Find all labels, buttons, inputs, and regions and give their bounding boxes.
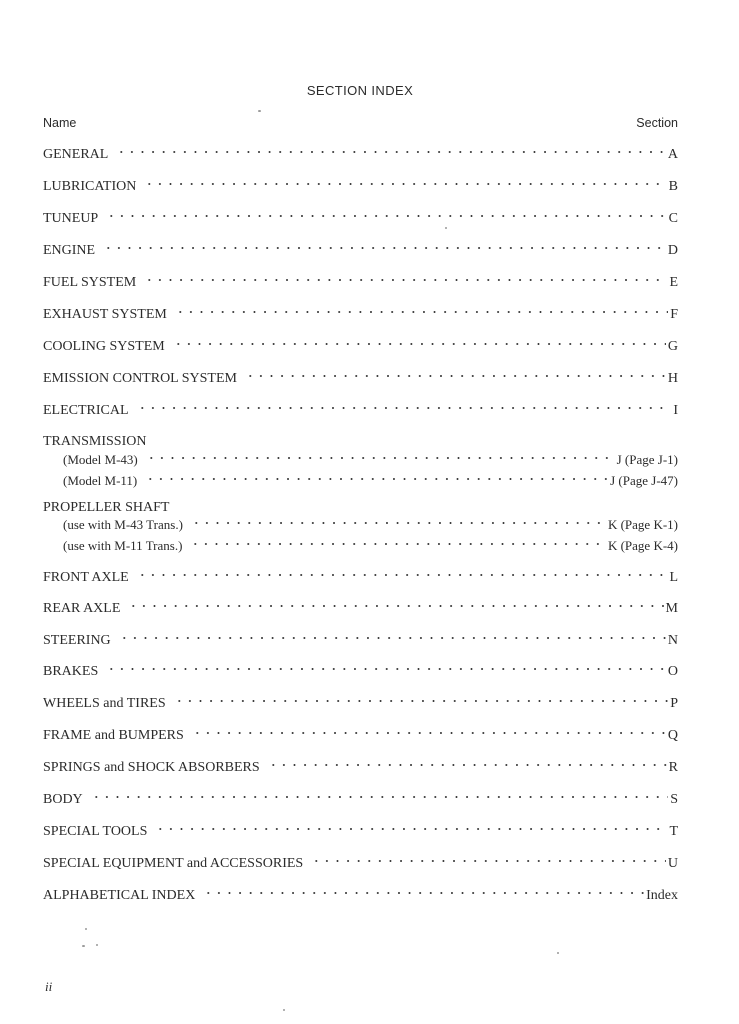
transmission-heading: TRANSMISSION <box>43 434 147 449</box>
dot-leader <box>175 311 668 315</box>
entry-section: B <box>668 179 678 194</box>
entry-section: G <box>667 339 678 354</box>
entry-section: U <box>667 856 678 871</box>
dot-leader <box>128 605 663 609</box>
entry-section: O <box>667 664 678 679</box>
entry-label: (Model M-43) <box>63 452 138 467</box>
entry-label: TUNEUP <box>43 211 99 226</box>
index-entry-general[interactable] <box>43 147 678 165</box>
index-entry-special-equipment[interactable] <box>43 856 678 874</box>
index-entry-propeller-m11[interactable] <box>63 538 678 556</box>
index-entry-lubrication[interactable] <box>43 179 678 197</box>
scan-speck <box>283 1009 285 1011</box>
dot-leader <box>103 247 666 251</box>
index-entry-electrical[interactable] <box>43 403 678 421</box>
entry-label: STEERING <box>43 633 111 648</box>
entry-section: R <box>668 760 678 775</box>
index-entry-special-tools[interactable] <box>43 824 678 842</box>
entry-label: SPECIAL TOOLS <box>43 824 148 839</box>
dot-leader <box>268 764 667 768</box>
scan-speck <box>258 110 261 112</box>
index-entry-transmission-m11[interactable] <box>63 473 678 491</box>
index-entry-steering[interactable] <box>43 633 678 651</box>
entry-section: C <box>668 211 678 226</box>
scan-speck <box>85 928 87 930</box>
entry-label: EMISSION CONTROL SYSTEM <box>43 371 237 386</box>
entry-section: P <box>670 696 678 711</box>
entry-label: (use with M-43 Trans.) <box>63 517 183 532</box>
index-entry-propeller-m43[interactable] <box>63 517 678 535</box>
dot-leader <box>137 574 668 578</box>
dot-leader <box>173 343 666 347</box>
entry-section: J (Page J-1) <box>616 452 678 467</box>
dot-leader <box>116 151 666 155</box>
index-entry-exhaust-system[interactable] <box>43 307 678 325</box>
entry-section: D <box>667 243 678 258</box>
scan-speck <box>96 944 98 946</box>
page-title: SECTION INDEX <box>306 83 414 98</box>
entry-section: E <box>669 275 678 290</box>
dot-leader <box>191 522 606 526</box>
dot-leader <box>144 279 667 283</box>
entry-label: GENERAL <box>43 147 109 162</box>
entry-section: H <box>667 371 678 386</box>
entry-label: REAR AXLE <box>43 601 121 616</box>
name-column-header: Name <box>43 116 77 130</box>
entry-section: F <box>670 307 678 322</box>
dot-leader <box>106 668 666 672</box>
index-entry-springs-shocks[interactable] <box>43 760 678 778</box>
scan-speck <box>445 227 447 229</box>
entry-section: I <box>673 403 678 418</box>
index-entry-rear-axle[interactable] <box>43 601 678 619</box>
page-number: ii <box>45 979 53 994</box>
entry-label: ALPHABETICAL INDEX <box>43 888 196 903</box>
scan-speck <box>557 952 559 954</box>
index-entry-fuel-system[interactable] <box>43 275 678 293</box>
entry-label: FRONT AXLE <box>43 570 129 585</box>
dot-leader <box>106 215 666 219</box>
dot-leader <box>137 407 672 411</box>
entry-section: Q <box>667 728 678 743</box>
index-entry-engine[interactable] <box>43 243 678 261</box>
dot-leader <box>203 892 644 896</box>
dot-leader <box>91 796 669 800</box>
index-entry-emission-control[interactable] <box>43 371 678 389</box>
propeller-shaft-heading: PROPELLER SHAFT <box>43 500 170 515</box>
dot-leader <box>190 543 606 547</box>
index-entry-tuneup[interactable] <box>43 211 678 229</box>
scan-speck <box>82 945 85 947</box>
entry-label: BODY <box>43 792 83 807</box>
entry-label: BRAKES <box>43 664 99 679</box>
index-entry-front-axle[interactable] <box>43 570 678 588</box>
dot-leader <box>245 375 666 379</box>
dot-leader <box>146 457 615 461</box>
entry-label: ENGINE <box>43 243 96 258</box>
dot-leader <box>155 828 667 832</box>
entry-label: ELECTRICAL <box>43 403 129 418</box>
dot-leader <box>174 700 669 704</box>
entry-section: N <box>667 633 678 648</box>
index-entry-body[interactable] <box>43 792 678 810</box>
entry-section: S <box>670 792 678 807</box>
entry-section: L <box>669 570 678 585</box>
entry-section: M <box>665 601 678 616</box>
entry-section: K (Page K-4) <box>607 538 678 553</box>
dot-leader <box>145 478 608 482</box>
entry-label: (use with M-11 Trans.) <box>63 538 183 553</box>
entry-section: T <box>669 824 678 839</box>
entry-section: A <box>667 147 678 162</box>
index-entry-wheels-tires[interactable] <box>43 696 678 714</box>
entry-label: (Model M-11) <box>63 473 138 488</box>
dot-leader <box>119 637 666 641</box>
entry-section: J (Page J-47) <box>610 473 678 488</box>
entry-label: LUBRICATION <box>43 179 137 194</box>
index-entry-brakes[interactable] <box>43 664 678 682</box>
entry-label: SPRINGS and SHOCK ABSORBERS <box>43 760 260 775</box>
dot-leader <box>192 732 666 736</box>
index-entry-frame-bumpers[interactable] <box>43 728 678 746</box>
entry-label: SPECIAL EQUIPMENT and ACCESSORIES <box>43 856 304 871</box>
entry-section: K (Page K-1) <box>607 517 678 532</box>
entry-section: Index <box>646 888 678 903</box>
dot-leader <box>311 860 666 864</box>
section-column-header: Section <box>636 116 678 130</box>
entry-label: EXHAUST SYSTEM <box>43 307 167 322</box>
entry-label: WHEELS and TIRES <box>43 696 166 711</box>
index-entry-alphabetical-index[interactable] <box>43 888 678 906</box>
entry-label: FUEL SYSTEM <box>43 275 137 290</box>
entry-label: FRAME and BUMPERS <box>43 728 184 743</box>
index-entry-transmission-m43[interactable] <box>63 452 678 470</box>
dot-leader <box>144 183 666 187</box>
entry-label: COOLING SYSTEM <box>43 339 165 354</box>
index-entry-cooling-system[interactable] <box>43 339 678 357</box>
